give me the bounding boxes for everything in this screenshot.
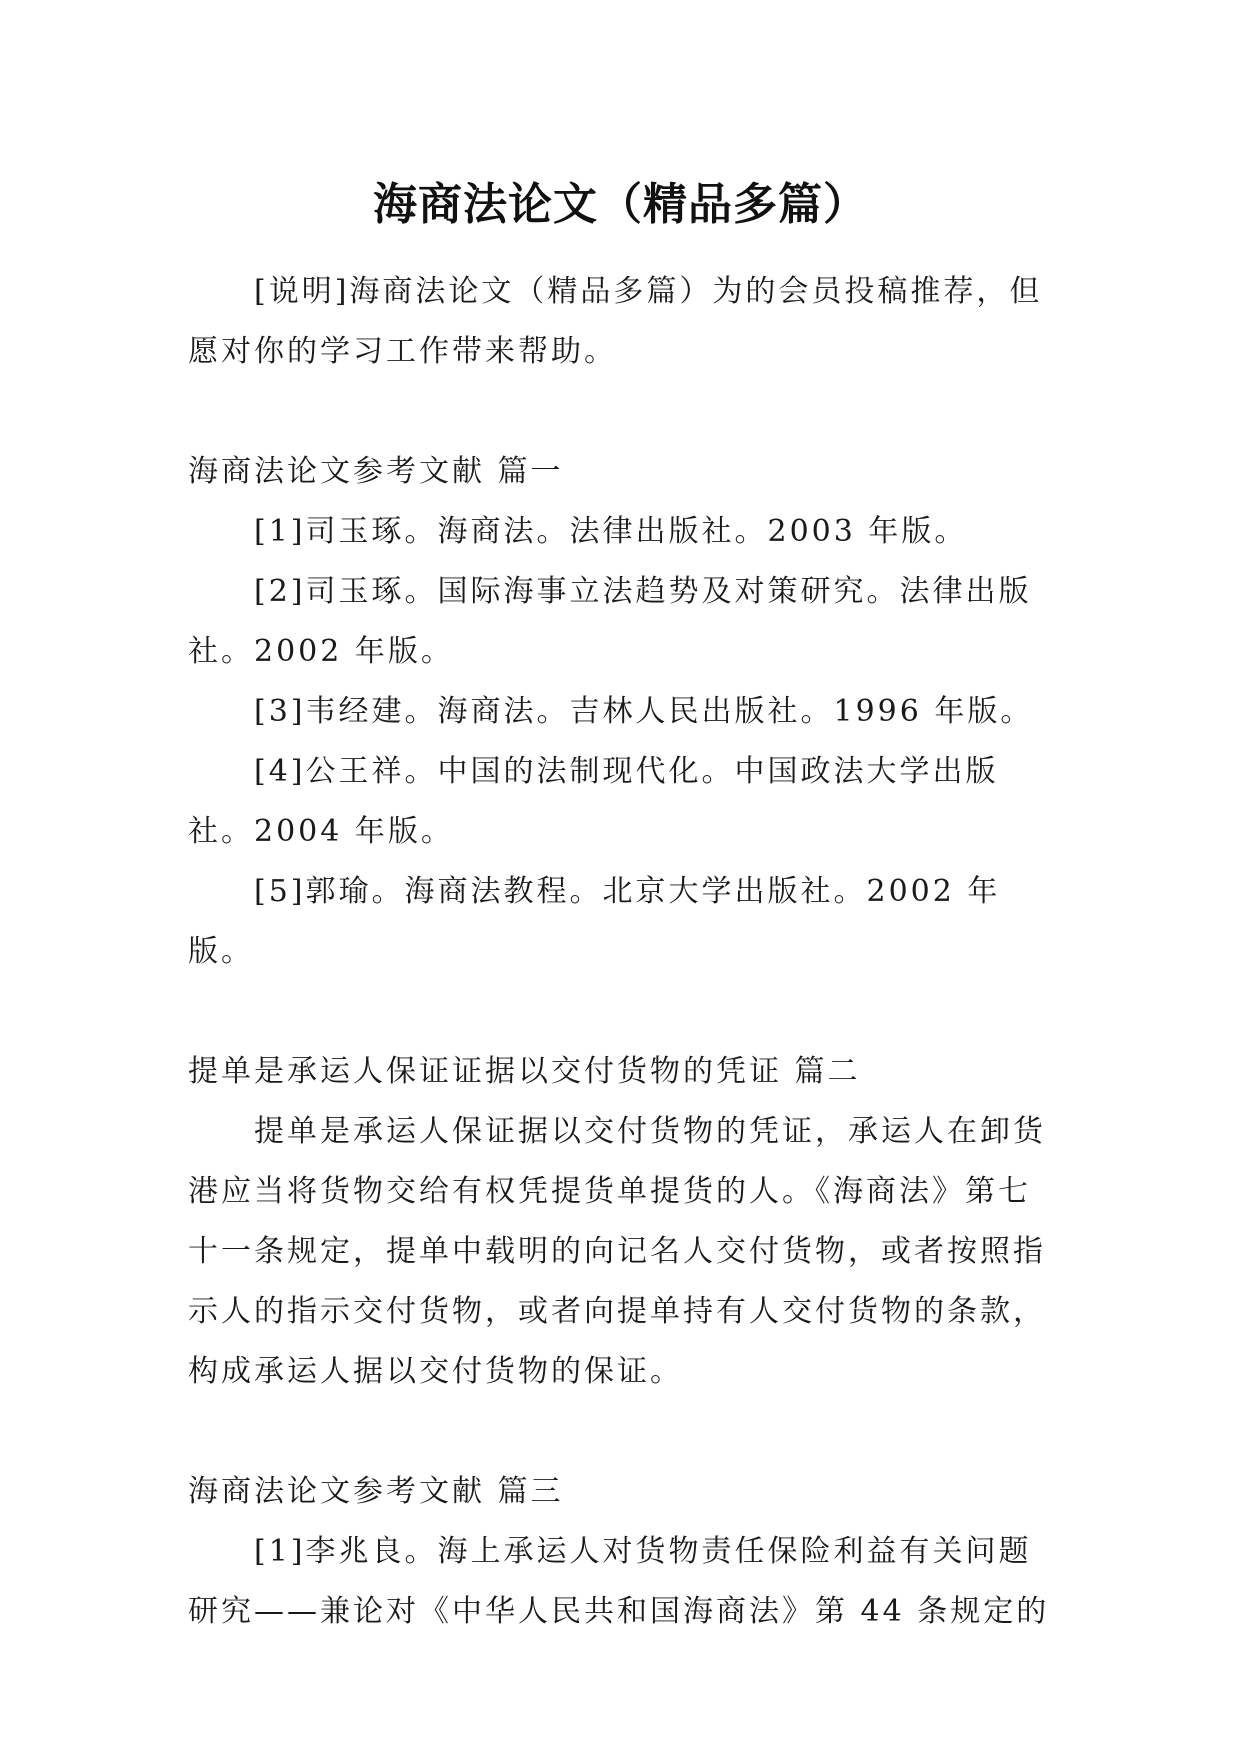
section-heading: 海商法论文参考文献 篇三 <box>188 1474 564 1509</box>
section-gap <box>188 982 1058 1042</box>
document-title: 海商法论文（精品多篇） <box>373 179 868 231</box>
section-3 <box>188 1462 1058 1642</box>
reference-item: [4]公王祥。中国的法制现代化。中国政法大学出版社。2004 年版。 <box>188 754 999 849</box>
reference-item: [2]司玉琢。国际海事立法趋势及对策研究。法律出版社。2002 年版。 <box>188 574 1032 669</box>
section-gap <box>188 1402 1058 1462</box>
document-body <box>188 262 1058 1642</box>
reference-item: [5]郭瑜。海商法教程。北京大学出版社。2002 年版。 <box>188 874 1001 969</box>
section-heading: 提单是承运人保证证据以交付货物的凭证 篇二 <box>188 1054 861 1089</box>
section-1 <box>188 442 1058 982</box>
section-gap <box>188 382 1058 442</box>
section-heading: 海商法论文参考文献 篇一 <box>188 454 564 489</box>
reference-item: [3]韦经建。海商法。吉林人民出版社。1996 年版。 <box>254 694 1034 729</box>
reference-item: [1]司玉琢。海商法。法律出版社。2003 年版。 <box>254 514 968 549</box>
section-2 <box>188 1042 1058 1402</box>
intro-paragraph: [说明]海商法论文（精品多篇）为的会员投稿推荐，但愿对你的学习工作带来帮助。 <box>188 274 1043 369</box>
body-paragraph: 提单是承运人保证据以交付货物的凭证，承运人在卸货港应当将货物交给有权凭提货单提货的人。《海商法》第七十一条规定，提单中载明的向记名人交付货物，或者按照指示人的指示交付货物，或者向提单持有人交付货物的条款，构成承运人据以交付货物的保证。 <box>188 1114 1046 1389</box>
reference-item: [1]李兆良。海上承运人对货物责任保险利益有关问题研究——兼论对《中华人民共和国海商法》第 44 条规定的 <box>188 1534 1050 1629</box>
